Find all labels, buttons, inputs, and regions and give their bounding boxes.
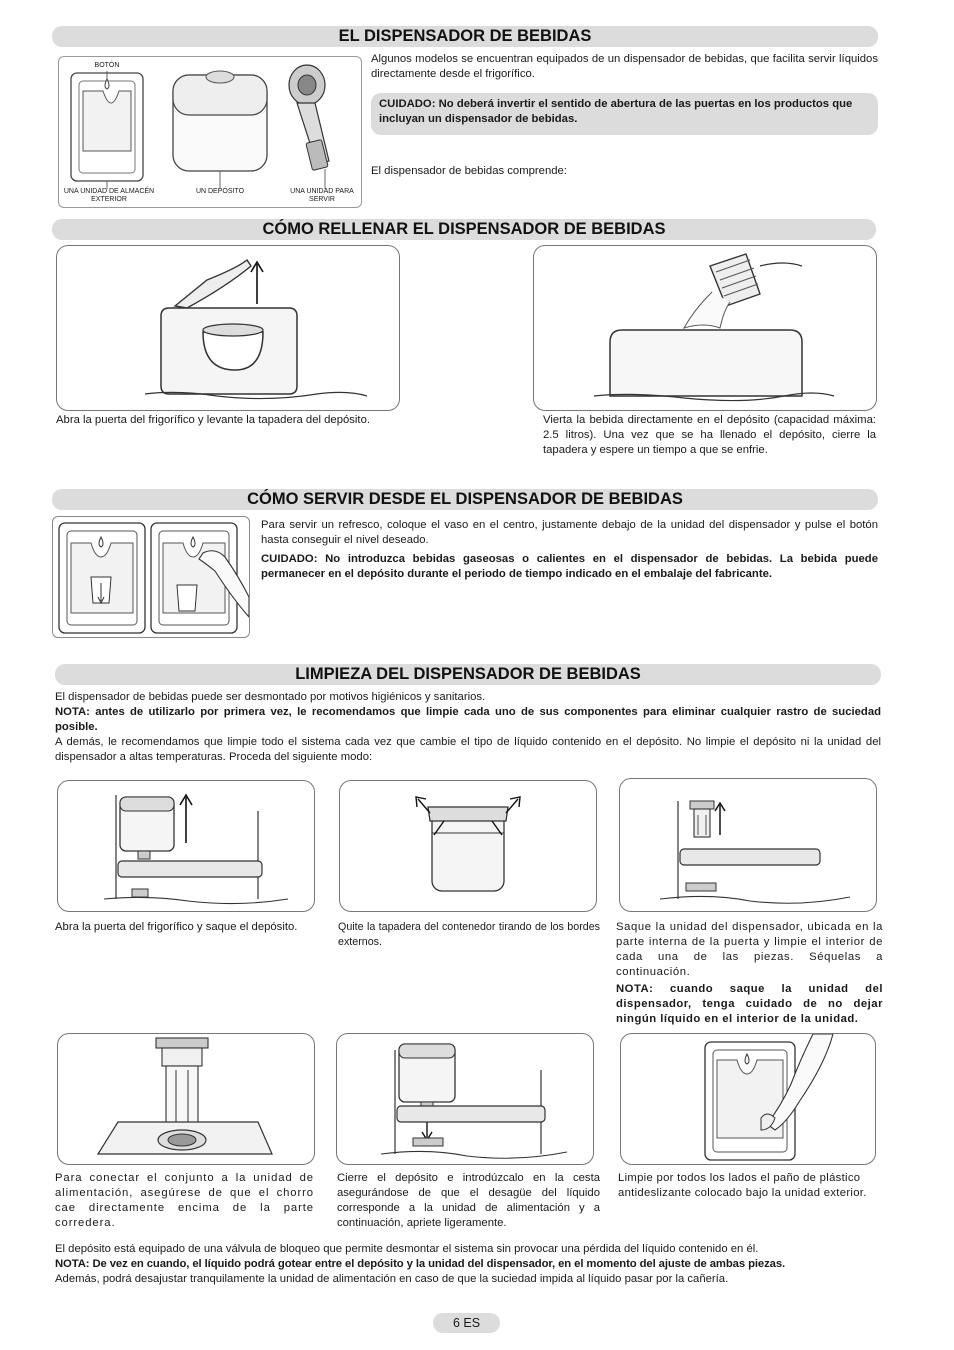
refill-step1-caption: Abra la puerta del frigorífico y levante la tapadera del depósito. bbox=[56, 414, 370, 426]
serve-instructions-text: Para servir un refresco, coloque el vaso en el centro, justamente debajo de la unidad del dispensador y pulse el botón hasta conseguir el nivel deseado. bbox=[261, 519, 878, 546]
cleaning-intro-text: El dispensador de bebidas puede ser desmontado por motivos higiénicos y sanitarios. bbox=[55, 691, 486, 703]
refill-step2-caption: Vierta la bebida directamente en el depósito (capacidad máxima: 2.5 litros). Una vez que se ha llenado el depósito, cierre la tapadera y espere un tiempo a que se enfrie. bbox=[543, 414, 876, 456]
dispenser-components-drawing bbox=[59, 57, 361, 207]
dispenser-intro-text: Algunos modelos se encuentran equipados de un dispensador de bebidas, que facilita servir líquidos directamente desde el frigorífico. bbox=[371, 53, 878, 80]
label-storage-unit: UNA UNIDAD DE ALMACÉN EXTERIOR bbox=[63, 188, 155, 203]
label-serving-unit: UNA UNIDAD PARA SERVIR bbox=[290, 188, 354, 203]
cleaning-step5-figure bbox=[336, 1033, 594, 1165]
insert-tank-drawing bbox=[337, 1034, 593, 1164]
valve-info-text: El depósito está equipado de una válvula de bloqueo que permite desmontar el sistema sin provocar una pérdida del líquido contenido en él. bbox=[55, 1243, 759, 1255]
section-title-serve: CÓMO SERVIR DESDE EL DISPENSADOR DE BEBIDAS bbox=[52, 489, 878, 510]
cleaning-first-use-note: NOTA: antes de utilizarlo por primera vez, le recomendamos que limpie cada uno de sus componentes para eliminar cualquier rastro de suciedad posible. bbox=[55, 706, 881, 733]
dispenser-comprises-text: El dispensador de bebidas comprende: bbox=[371, 165, 567, 177]
section-title-refill: CÓMO RELLENAR EL DISPENSADOR DE BEBIDAS bbox=[52, 219, 876, 240]
remove-lid-drawing bbox=[340, 781, 596, 911]
clean-mat-drawing bbox=[621, 1034, 875, 1164]
cleaning-step2-figure bbox=[339, 780, 597, 912]
refill-pour-figure bbox=[533, 245, 877, 411]
serve-drink-drawing bbox=[53, 517, 249, 637]
cleaning-step4-figure bbox=[57, 1033, 315, 1165]
serve-caution-text: CUIDADO: No introduzca bebidas gaseosas o calientes en el dispensador de bebidas. La bebida puede permanecer en el depósito durante el periodo de tiempo indicado en el embalaje del fabricante. bbox=[261, 553, 878, 580]
feed-unit-adjust-text: Además, podrá desajustar tranquilamente la unidad de alimentación en caso de que la suciedad impida al líquido pasar por la cañería. bbox=[55, 1273, 729, 1285]
serve-figure bbox=[52, 516, 250, 638]
cleaning-step2-caption: Quite la tapadera del contenedor tirando de los bordes externos. bbox=[338, 921, 600, 948]
cleaning-step6-caption: Limpie por todos los lados el paño de plástico antideslizante colocado bajo la unidad exterior. bbox=[618, 1172, 867, 1199]
cleaning-step1-figure bbox=[57, 780, 315, 912]
cleaning-step4-caption: Para conectar el conjunto a la unidad de alimentación, asegúrese de que el chorro cae directamente encima de la parte corredera. bbox=[55, 1172, 314, 1229]
cleaning-step5-caption: Cierre el depósito e introdúzcalo en la cesta asegurándose de que el desagüe del líquido corresponde a la unidad de alimentación y a continuación, apriete ligeramente. bbox=[337, 1172, 600, 1229]
remove-dispenser-unit-drawing bbox=[620, 779, 876, 911]
cleaning-step3-caption: Saque la unidad del dispensador, ubicada en la parte interna de la puerta y limpie el interior de cada una de las piezas. Séquelas a continuación. bbox=[616, 921, 883, 978]
door-reversal-caution: CUIDADO: No deberá invertir el sentido de abertura de las puertas en los productos que incluyan un dispensador de bebidas. bbox=[371, 93, 878, 135]
pour-drink-drawing bbox=[534, 246, 876, 410]
cleaning-step1-caption: Abra la puerta del frigorífico y saque el depósito. bbox=[55, 921, 298, 933]
remove-tank-drawing bbox=[58, 781, 314, 911]
section-title-dispenser: EL DISPENSADOR DE BEBIDAS bbox=[52, 26, 878, 47]
label-button: BOTÓN bbox=[94, 62, 120, 69]
connect-feed-unit-drawing bbox=[58, 1034, 314, 1164]
cleaning-step3-note: NOTA: cuando saque la unidad del dispensador, tenga cuidado de no dejar ningún líquido en el interior de la unidad. bbox=[616, 983, 883, 1025]
page-number: 6 ES bbox=[433, 1313, 500, 1333]
dispenser-components-figure bbox=[58, 56, 362, 208]
dripping-note-text: NOTA: De vez en cuando, el líquido podrá gotear entre el depósito y la unidad del dispensador, en el momento del ajuste de ambas piezas. bbox=[55, 1258, 786, 1270]
lift-lid-drawing bbox=[57, 246, 399, 410]
cleaning-step3-figure bbox=[619, 778, 877, 912]
refill-lift-lid-figure bbox=[56, 245, 400, 411]
cleaning-step6-figure bbox=[620, 1033, 876, 1165]
section-title-cleaning: LIMPIEZA DEL DISPENSADOR DE BEBIDAS bbox=[55, 664, 881, 685]
cleaning-procedure-text: A demás, le recomendamos que limpie todo el sistema cada vez que cambie el tipo de líquido contenido en el depósito. No limpie el depósito ni la unidad del dispensador a altas temperaturas. Proceda del siguiente modo: bbox=[55, 736, 881, 763]
label-tank: UN DEPÓSITO bbox=[195, 188, 245, 195]
